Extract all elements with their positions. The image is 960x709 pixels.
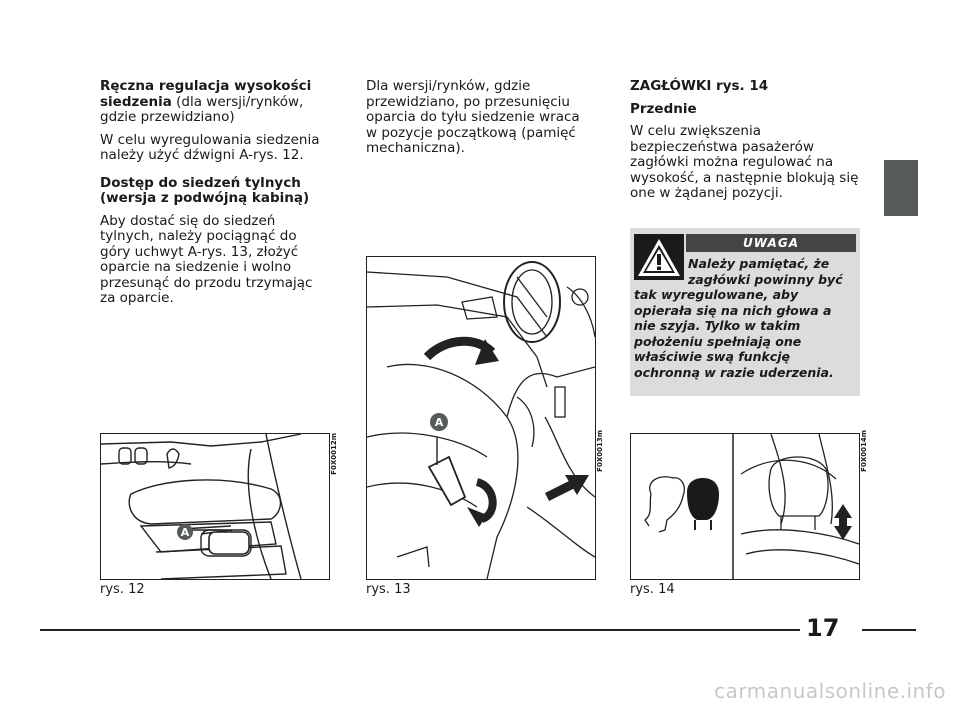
warning-box	[630, 228, 860, 396]
column-right	[630, 79, 860, 209]
warning-text	[634, 256, 856, 380]
figure-12-caption: rys. 12	[100, 582, 145, 597]
figure-12	[100, 433, 330, 580]
figure-14-caption: rys. 14	[630, 582, 675, 597]
figure-13-caption: rys. 13	[366, 582, 411, 597]
label-a-fig12: A	[180, 526, 190, 539]
paragraph-headrests: W celu zwiększenia bezpieczeństwa pasażerów zagłówki można regulować na wysokość, a następnie blokują się one w żądanej pozycji.	[630, 123, 859, 201]
figure-14-code: F0X0014m	[860, 430, 868, 472]
headrest-illustration	[631, 434, 859, 579]
subheading-front: Przednie	[630, 100, 697, 117]
page-number: 17	[806, 614, 840, 642]
figure-14	[630, 433, 860, 580]
warning-title: UWAGA	[686, 234, 856, 252]
footer-rule-right	[862, 629, 916, 631]
rear-access-illustration	[367, 257, 595, 579]
column-left	[100, 79, 320, 314]
paragraph-memory: Dla wersji/rynków, gdzie przewidziano, po przesunięciu oparcia do tyłu siedzenie wraca w pozycje początkową (pamięć mechaniczna).	[366, 78, 580, 156]
heading-headrests: ZAGŁÓWKI rys. 14	[630, 78, 769, 94]
warning-text-rest: tak wyregulowane, aby opierała się na nich głowa a nie szyja. Tylko w takim położeniu spełniają one właściwie swą funkcję ochronną w razie uderzenia.	[634, 287, 834, 380]
watermark: carmanualsonline.info	[714, 679, 946, 703]
label-a-fig13: A	[434, 416, 444, 429]
paragraph-rear-access: Aby dostać się do siedzeń tylnych, należy pociągnąć do góry uchwyt A-rys. 13, złożyć oparcie na siedzenie i wolno przesunąć do przodu trzymając za oparcie.	[100, 212, 313, 306]
figure-13-code: F0X0013m	[596, 430, 604, 472]
heading-rear-access: Dostęp do siedzeń tylnych (wersja z podwójną kabiną)	[100, 174, 310, 206]
figure-12-code: F0X0012m	[330, 433, 338, 475]
heading-seat-height: Ręczna regulacja wysokości siedzenia (dla wersji/rynków, gdzie przewidziano)	[100, 78, 312, 125]
column-middle	[366, 79, 588, 164]
paragraph-seat-height: W celu wyregulowania siedzenia należy użyć dźwigni A-rys. 12.	[100, 131, 320, 163]
footer-rule-left	[40, 629, 800, 631]
section-tab	[884, 160, 918, 216]
warning-text-first: Należy pamiętać, że zagłówki powinny być	[688, 256, 843, 287]
figure-13	[366, 256, 596, 580]
seat-height-illustration	[101, 434, 329, 579]
